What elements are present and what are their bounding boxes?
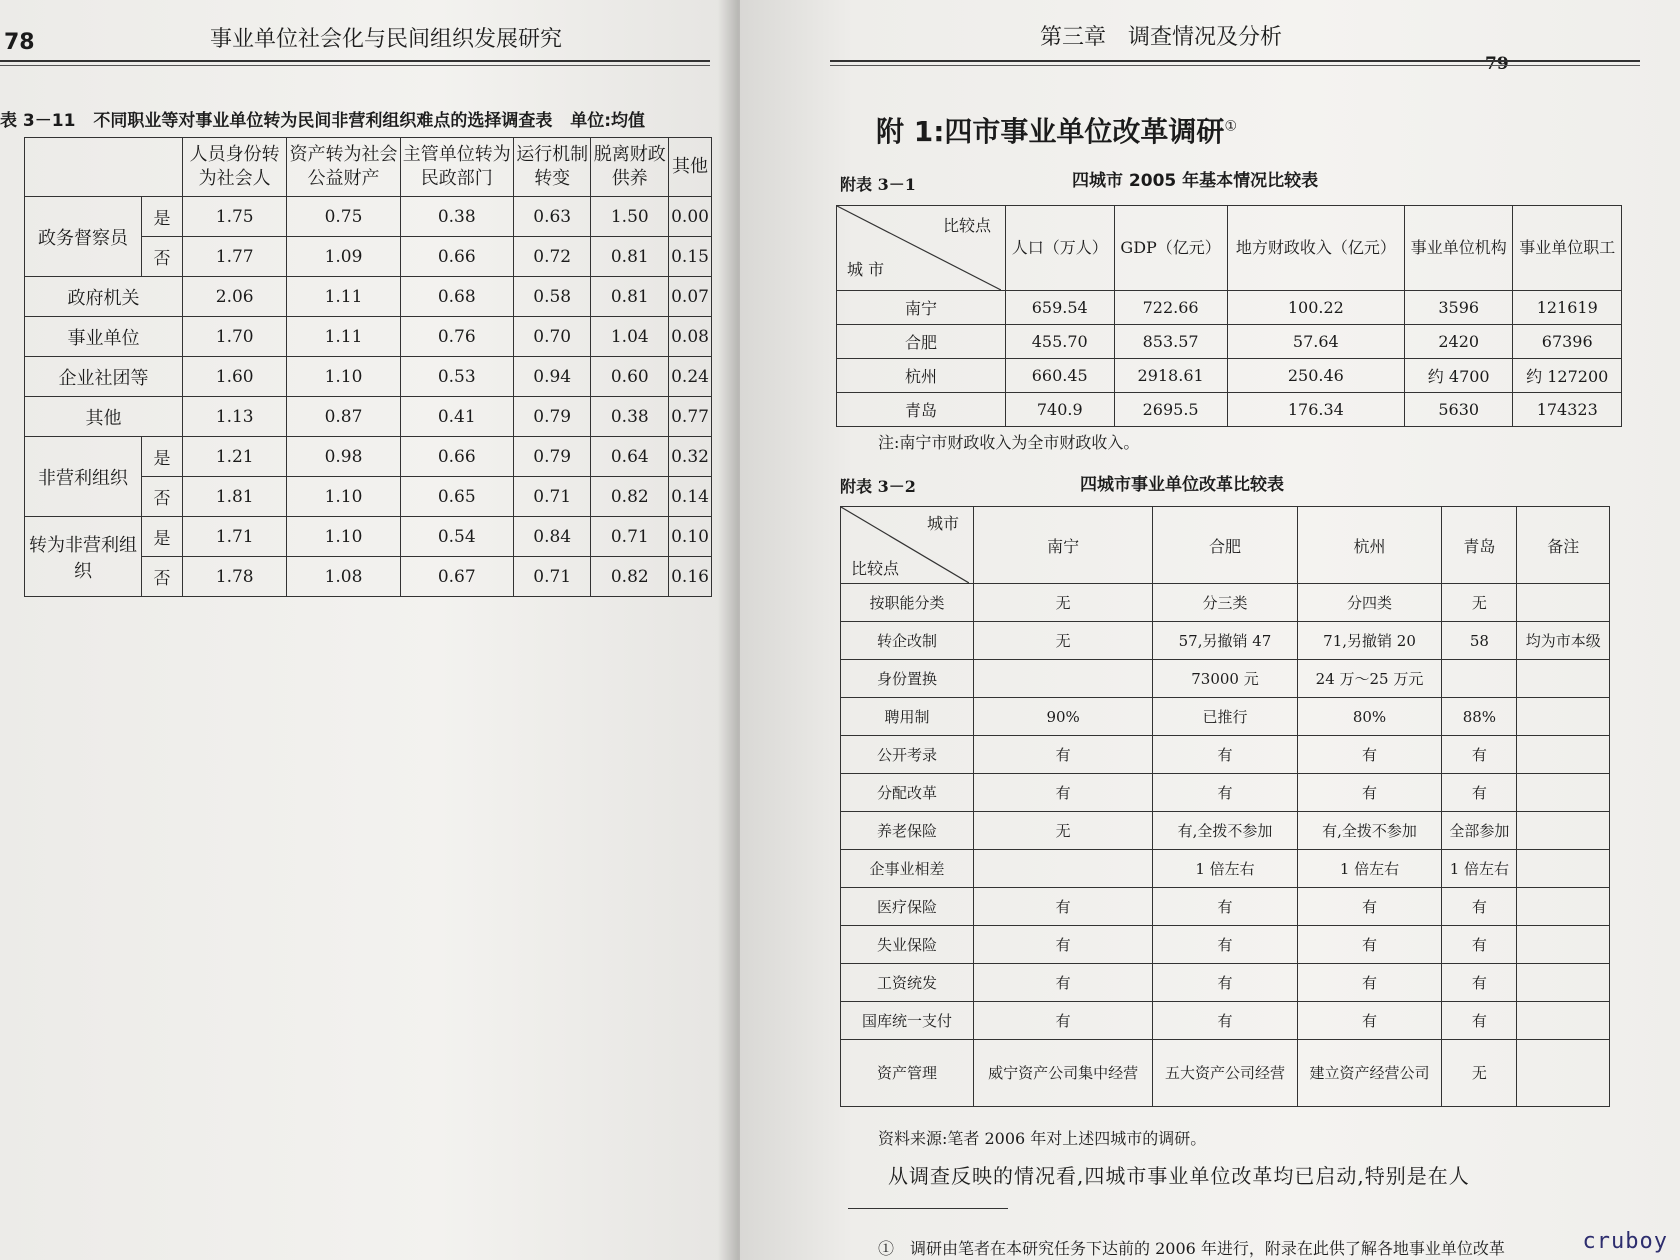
diagonal-top-label: 比较点 xyxy=(942,216,991,235)
table-cell xyxy=(1517,850,1610,888)
column-header: 备注 xyxy=(1517,507,1610,584)
right-page xyxy=(740,0,1680,1260)
table-cell: 约 127200 xyxy=(1513,359,1622,393)
table-title: 四城市事业单位改革比较表 xyxy=(1080,475,1284,495)
table-cell xyxy=(1517,698,1610,736)
table-cell: 0.81 xyxy=(591,277,669,317)
table-cell: 无 xyxy=(1442,584,1517,622)
row-label: 工资统发 xyxy=(841,964,974,1002)
table-cell: 0.79 xyxy=(513,397,591,437)
table-cell: 有 xyxy=(974,1002,1153,1040)
table-title: 四城市 2005 年基本情况比较表 xyxy=(1072,171,1319,191)
table-cell: 1 倍左右 xyxy=(1442,850,1517,888)
table-cell: 853.57 xyxy=(1114,325,1227,359)
column-header: 脱离财政供养 xyxy=(591,138,669,197)
table-cell: 有 xyxy=(1442,736,1517,774)
table-cell: 1.10 xyxy=(287,477,400,517)
diagonal-bottom-label: 比较点 xyxy=(851,559,900,578)
row-sub-label: 是 xyxy=(142,437,183,477)
table-cell: 1.77 xyxy=(183,237,287,277)
table-cell: 有 xyxy=(1297,736,1442,774)
table-cell: 有 xyxy=(1297,926,1442,964)
table-cell: 0.66 xyxy=(400,237,513,277)
row-label: 医疗保险 xyxy=(841,888,974,926)
diagonal-bottom-label: 城 市 xyxy=(847,260,885,279)
left-page xyxy=(0,0,730,1260)
table-cell xyxy=(974,850,1153,888)
row-label: 资产管理 xyxy=(841,1040,974,1107)
row-label: 南宁 xyxy=(837,291,1006,325)
row-label: 青岛 xyxy=(837,393,1006,427)
table-unit: 单位:均值 xyxy=(570,111,646,131)
table-cell: 分四类 xyxy=(1297,584,1442,622)
row-group-label: 非营利组织 xyxy=(25,437,142,517)
table-cell: 0.00 xyxy=(669,197,712,237)
table-cell: 0.66 xyxy=(400,437,513,477)
table-number: 附表 3－2 xyxy=(840,477,916,496)
table-cell: 0.72 xyxy=(513,237,591,277)
table-cell: 1.70 xyxy=(183,317,287,357)
table-cell: 有 xyxy=(974,964,1153,1002)
table-cell: 57.64 xyxy=(1227,325,1404,359)
table-cell: 有 xyxy=(1153,1002,1298,1040)
table-row xyxy=(841,774,1610,812)
table-cell: 有 xyxy=(1442,964,1517,1002)
table-cell: 无 xyxy=(974,812,1153,850)
table-cell: 1.04 xyxy=(591,317,669,357)
row-label: 分配改革 xyxy=(841,774,974,812)
table-cell: 有 xyxy=(974,926,1153,964)
column-header: 事业单位职工 xyxy=(1513,206,1622,291)
table-cell: 67396 xyxy=(1513,325,1622,359)
table-cell: 0.16 xyxy=(669,557,712,597)
row-group-label: 政府机关 xyxy=(25,277,183,317)
table-cell: 0.70 xyxy=(513,317,591,357)
appendix-title xyxy=(876,110,1237,150)
table-cell: 0.71 xyxy=(513,557,591,597)
table-row xyxy=(837,291,1622,325)
column-header: 杭州 xyxy=(1297,507,1442,584)
column-header: 合肥 xyxy=(1153,507,1298,584)
table-cell xyxy=(1517,736,1610,774)
table-row xyxy=(25,517,712,557)
table-row xyxy=(841,622,1610,660)
table-cell xyxy=(1517,812,1610,850)
table-number: 表 3－11 xyxy=(0,111,76,131)
table-cell: 全部参加 xyxy=(1442,812,1517,850)
table-cell: 2420 xyxy=(1404,325,1513,359)
table-cell: 有 xyxy=(1297,774,1442,812)
table-cell: 已推行 xyxy=(1153,698,1298,736)
table-cell: 1 倍左右 xyxy=(1153,850,1298,888)
table-cell xyxy=(1517,888,1610,926)
table-cell: 0.08 xyxy=(669,317,712,357)
table-cell: 有 xyxy=(1153,774,1298,812)
row-label: 身份置换 xyxy=(841,660,974,698)
column-header: 主管单位转为民政部门 xyxy=(400,138,513,197)
table-cell: 有,全拨不参加 xyxy=(1297,812,1442,850)
table-cell: 有,全拨不参加 xyxy=(1153,812,1298,850)
right-page-number: 79 xyxy=(1485,54,1509,74)
row-label: 按职能分类 xyxy=(841,584,974,622)
table-cell: 有 xyxy=(1297,964,1442,1002)
row-label: 合肥 xyxy=(837,325,1006,359)
table-cell: 0.77 xyxy=(669,397,712,437)
table-header-row xyxy=(837,206,1622,291)
table-row xyxy=(841,736,1610,774)
table-row xyxy=(841,584,1610,622)
appendix-title-text: 附 1:四市事业单位改革调研 xyxy=(876,115,1225,148)
table-cell: 有 xyxy=(1153,964,1298,1002)
row-sub-label: 是 xyxy=(142,517,183,557)
table-appendix-3-1 xyxy=(836,205,1622,427)
table-cell: 0.67 xyxy=(400,557,513,597)
table-cell xyxy=(1517,774,1610,812)
row-label: 杭州 xyxy=(837,359,1006,393)
table-row xyxy=(841,888,1610,926)
table-cell: 有 xyxy=(1153,736,1298,774)
column-header: GDP（亿元） xyxy=(1114,206,1227,291)
table-row xyxy=(841,698,1610,736)
row-label: 企事业相差 xyxy=(841,850,974,888)
table-cell: 1.08 xyxy=(287,557,400,597)
table-row xyxy=(841,1002,1610,1040)
table-cell: 1.71 xyxy=(183,517,287,557)
row-group-label: 企业社团等 xyxy=(25,357,183,397)
left-page-number: 78 xyxy=(4,30,35,55)
table-cell: 121619 xyxy=(1513,291,1622,325)
table-cell xyxy=(1517,926,1610,964)
row-sub-label: 是 xyxy=(142,197,183,237)
table-cell: 0.82 xyxy=(591,477,669,517)
table-cell: 73000 元 xyxy=(1153,660,1298,698)
column-header: 人员身份转为社会人 xyxy=(183,138,287,197)
column-header: 资产转为社会公益财产 xyxy=(287,138,400,197)
table-corner-cell xyxy=(25,138,183,197)
table-header-row xyxy=(841,507,1610,584)
table-cell: 1.11 xyxy=(287,317,400,357)
table-cell: 有 xyxy=(1442,926,1517,964)
table-cell xyxy=(1517,964,1610,1002)
table-cell: 58 xyxy=(1442,622,1517,660)
table-cell: 2918.61 xyxy=(1114,359,1227,393)
table-row xyxy=(837,359,1622,393)
column-header: 青岛 xyxy=(1442,507,1517,584)
table-cell: 1.13 xyxy=(183,397,287,437)
footnote-rule xyxy=(848,1208,1008,1209)
right-running-head: 第三章 调查情况及分析 xyxy=(1040,25,1283,50)
table-source: 资料来源:笔者 2006 年对上述四城市的调研。 xyxy=(878,1129,1207,1148)
row-sub-label: 否 xyxy=(142,237,183,277)
column-header: 运行机制转变 xyxy=(513,138,591,197)
row-group-label: 其他 xyxy=(25,397,183,437)
table-cell: 722.66 xyxy=(1114,291,1227,325)
table-cell: 174323 xyxy=(1513,393,1622,427)
table-row xyxy=(25,437,712,477)
table-cell: 1.50 xyxy=(591,197,669,237)
table-header-row xyxy=(25,138,712,197)
column-header: 南宁 xyxy=(974,507,1153,584)
table-cell: 无 xyxy=(974,584,1153,622)
table-cell: 0.24 xyxy=(669,357,712,397)
table-cell xyxy=(1442,660,1517,698)
table-cell: 2695.5 xyxy=(1114,393,1227,427)
row-sub-label: 否 xyxy=(142,477,183,517)
table-row xyxy=(841,850,1610,888)
table-cell: 1.81 xyxy=(183,477,287,517)
table-cell: 0.54 xyxy=(400,517,513,557)
footnote-mark: ① xyxy=(1224,118,1237,135)
table-cell: 71,另撤销 20 xyxy=(1297,622,1442,660)
table-cell: 无 xyxy=(974,622,1153,660)
table-cell: 有 xyxy=(1153,926,1298,964)
table-cell: 176.34 xyxy=(1227,393,1404,427)
diagonal-header-cell xyxy=(837,206,1006,291)
table-cell: 有 xyxy=(1442,888,1517,926)
row-label: 聘用制 xyxy=(841,698,974,736)
row-label: 养老保险 xyxy=(841,812,974,850)
table-cell: 有 xyxy=(1153,888,1298,926)
row-group-label: 政务督察员 xyxy=(25,197,142,277)
diagonal-header-cell xyxy=(841,507,974,584)
table-row xyxy=(841,812,1610,850)
row-label: 转企改制 xyxy=(841,622,974,660)
table-cell: 57,另撤销 47 xyxy=(1153,622,1298,660)
watermark: cruboy xyxy=(1582,1229,1668,1254)
table-cell: 659.54 xyxy=(1006,291,1115,325)
table-cell: 90% xyxy=(974,698,1153,736)
table-cell xyxy=(1517,1002,1610,1040)
row-label: 公开考录 xyxy=(841,736,974,774)
table-row xyxy=(841,964,1610,1002)
table-cell: 有 xyxy=(974,888,1153,926)
header-rule xyxy=(0,60,710,66)
table-note: 注:南宁市财政收入为全市财政收入。 xyxy=(878,433,1140,452)
column-header: 地方财政收入（亿元） xyxy=(1227,206,1404,291)
row-group-label: 事业单位 xyxy=(25,317,183,357)
table-cell: 0.76 xyxy=(400,317,513,357)
table-row xyxy=(25,397,712,437)
table-cell: 0.71 xyxy=(591,517,669,557)
table-cell: 80% xyxy=(1297,698,1442,736)
row-group-label: 转为非营利组织 xyxy=(25,517,142,597)
table-appendix-3-2 xyxy=(840,506,1610,1107)
table-cell: 0.38 xyxy=(400,197,513,237)
table-cell: 有 xyxy=(1297,888,1442,926)
table-cell: 1.21 xyxy=(183,437,287,477)
body-text: 从调查反映的情况看,四城市事业单位改革均已启动,特别是在人 xyxy=(888,1164,1470,1188)
table-cell: 0.64 xyxy=(591,437,669,477)
table-cell: 0.82 xyxy=(591,557,669,597)
table-cell: 3596 xyxy=(1404,291,1513,325)
table-cell xyxy=(974,660,1153,698)
row-label: 失业保险 xyxy=(841,926,974,964)
table-cell: 0.81 xyxy=(591,237,669,277)
column-header: 人口（万人） xyxy=(1006,206,1115,291)
table-row xyxy=(841,1040,1610,1107)
table-cell: 建立资产经营公司 xyxy=(1297,1040,1442,1107)
table-title: 不同职业等对事业单位转为民间非营利组织难点的选择调查表 xyxy=(93,111,553,131)
table-cell: 1.09 xyxy=(287,237,400,277)
row-label: 国库统一支付 xyxy=(841,1002,974,1040)
table-cell: 1.75 xyxy=(183,197,287,237)
table-cell: 0.58 xyxy=(513,277,591,317)
table-cell: 0.60 xyxy=(591,357,669,397)
table-cell: 0.10 xyxy=(669,517,712,557)
table-cell: 0.38 xyxy=(591,397,669,437)
diagonal-top-label: 城市 xyxy=(926,514,959,533)
header-rule xyxy=(830,60,1640,66)
table-cell: 0.71 xyxy=(513,477,591,517)
table-cell: 有 xyxy=(1442,1002,1517,1040)
table-cell: 0.65 xyxy=(400,477,513,517)
table-cell: 0.94 xyxy=(513,357,591,397)
left-running-head: 事业单位社会化与民间组织发展研究 xyxy=(210,27,563,52)
table-cell: 0.41 xyxy=(400,397,513,437)
table-cell: 有 xyxy=(1442,774,1517,812)
table-row xyxy=(25,357,712,397)
table-caption xyxy=(0,106,657,131)
table-cell: 455.70 xyxy=(1006,325,1115,359)
table-cell: 有 xyxy=(974,774,1153,812)
table-cell: 1.10 xyxy=(287,517,400,557)
table-cell: 0.32 xyxy=(669,437,712,477)
table-cell: 约 4700 xyxy=(1404,359,1513,393)
table-cell: 0.63 xyxy=(513,197,591,237)
table-cell: 威宁资产公司集中经营 xyxy=(974,1040,1153,1107)
table-row xyxy=(837,393,1622,427)
table-cell: 1.10 xyxy=(287,357,400,397)
table-cell: 0.75 xyxy=(287,197,400,237)
table-cell: 250.46 xyxy=(1227,359,1404,393)
table-number: 附表 3－1 xyxy=(840,175,916,194)
table-cell: 无 xyxy=(1442,1040,1517,1107)
table-cell: 660.45 xyxy=(1006,359,1115,393)
table-row xyxy=(837,325,1622,359)
table-cell xyxy=(1517,660,1610,698)
table-cell: 740.9 xyxy=(1006,393,1115,427)
table-cell xyxy=(1517,1040,1610,1107)
table-cell: 有 xyxy=(1297,1002,1442,1040)
table-row xyxy=(25,197,712,237)
table-cell: 0.79 xyxy=(513,437,591,477)
table-3-11 xyxy=(24,137,712,597)
table-row xyxy=(841,926,1610,964)
table-cell: 1.78 xyxy=(183,557,287,597)
table-cell: 1.60 xyxy=(183,357,287,397)
table-cell: 1 倍左右 xyxy=(1297,850,1442,888)
table-cell: 0.68 xyxy=(400,277,513,317)
table-row xyxy=(25,317,712,357)
table-cell xyxy=(1517,584,1610,622)
table-cell: 均为市本级 xyxy=(1517,622,1610,660)
column-header: 其他 xyxy=(669,138,712,197)
table-cell: 0.98 xyxy=(287,437,400,477)
row-sub-label: 否 xyxy=(142,557,183,597)
table-cell: 0.15 xyxy=(669,237,712,277)
table-cell: 2.06 xyxy=(183,277,287,317)
table-cell: 0.84 xyxy=(513,517,591,557)
table-cell: 分三类 xyxy=(1153,584,1298,622)
table-row xyxy=(25,277,712,317)
table-cell: 0.14 xyxy=(669,477,712,517)
table-cell: 五大资产公司经营 xyxy=(1153,1040,1298,1107)
table-cell: 88% xyxy=(1442,698,1517,736)
table-cell: 有 xyxy=(974,736,1153,774)
table-cell: 24 万～25 万元 xyxy=(1297,660,1442,698)
table-row xyxy=(841,660,1610,698)
table-cell: 0.53 xyxy=(400,357,513,397)
column-header: 事业单位机构 xyxy=(1404,206,1513,291)
footnote: ① 调研由笔者在本研究任务下达前的 2006 年进行，附录在此供了解各地事业单位改革 xyxy=(878,1239,1505,1258)
table-cell: 0.07 xyxy=(669,277,712,317)
table-cell: 100.22 xyxy=(1227,291,1404,325)
table-cell: 0.87 xyxy=(287,397,400,437)
table-cell: 1.11 xyxy=(287,277,400,317)
table-cell: 5630 xyxy=(1404,393,1513,427)
